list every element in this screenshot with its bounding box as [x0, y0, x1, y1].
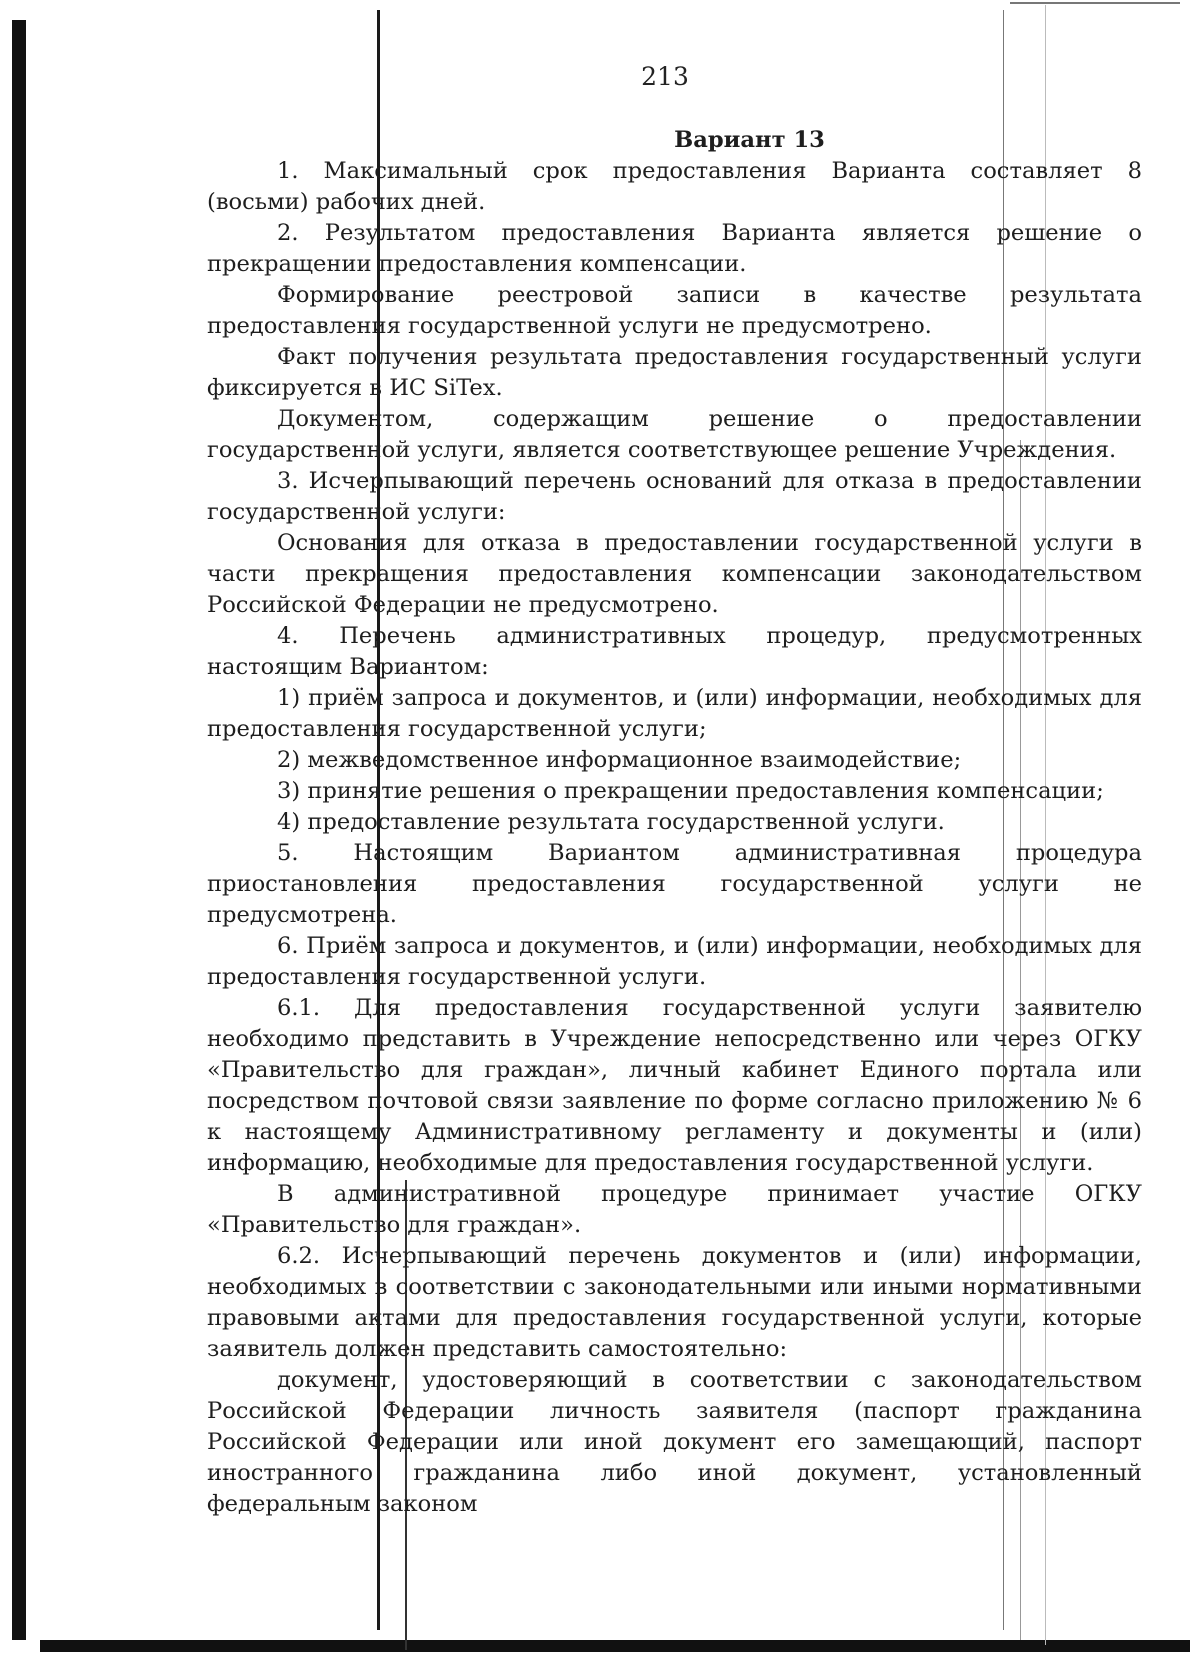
list-item: 3) принятие решения о прекращении предоставления компенсации; — [277, 778, 1104, 804]
list-item: 1) приём запроса и документов, и (или) информации, необходимых для предоставления государственной услуги; — [207, 685, 1142, 742]
paragraph: Факт получения результата предоставления государственный услуги фиксируется в ИС SiTex. — [207, 344, 1142, 401]
paragraph: 2. Результатом предоставления Варианта является решение о прекращении предоставления компенсации. — [207, 220, 1142, 277]
paragraph: 6.1. Для предоставления государственной услуги заявителю необходимо представить в Учреждение непосредственно или через ОГКУ «Правительство для граждан», личный кабинет Единого портала или посредством почтовой связи заявление по форме согласно приложению № 6 к настоящему Административному регламенту и документы и (или) информацию, необходимые для предоставления государственной услуги. — [207, 995, 1142, 1176]
paragraph: 6. Приём запроса и документов, и (или) информации, необходимых для предоставления государственной услуги. — [207, 933, 1142, 990]
paragraph: 4. Перечень административных процедур, предусмотренных настоящим Вариантом: — [207, 623, 1142, 680]
scan-edge-left — [12, 20, 26, 1640]
section-title: Вариант 13 — [674, 127, 825, 153]
page-number: 213 — [641, 62, 689, 91]
paragraph: Формирование реестровой записи в качестве результата предоставления государственной услуги не предусмотрено. — [207, 282, 1142, 339]
paragraph: 3. Исчерпывающий перечень оснований для отказа в предоставлении государственной услуги: — [207, 468, 1142, 525]
paragraph: В административной процедуре принимает участие ОГКУ «Правительство для граждан». — [207, 1181, 1142, 1238]
scan-artifact-line — [1010, 2, 1180, 4]
paragraph: 5. Настоящим Вариантом административная процедура приостановления предоставления государственной услуги не предусмотрена. — [207, 840, 1142, 928]
paragraph: 1. Максимальный срок предоставления Варианта составляет 8 (восьми) рабочих дней. — [207, 158, 1142, 215]
paragraph: Основания для отказа в предоставлении государственной услуги в части прекращения предоставления компенсации законодательством Российской Федерации не предусмотрено. — [207, 530, 1142, 618]
document-body — [207, 125, 1142, 1520]
paragraph: Документом, содержащим решение о предоставлении государственной услуги, является соответствующее решение Учреждения. — [207, 406, 1142, 463]
scan-edge-bottom — [40, 1640, 1190, 1652]
paragraph: 6.2. Исчерпывающий перечень документов и (или) информации, необходимых в соответствии с законодательными или иными нормативными правовыми актами для предоставления государственной услуги, которые заявитель должен представить самостоятельно: — [207, 1243, 1142, 1362]
list-item: 2) межведомственное информационное взаимодействие; — [277, 747, 962, 773]
paragraph: документ, удостоверяющий в соответствии с законодательством Российской Федерации личность заявителя (паспорт гражданина Российской Федерации или иной документ его замещающий, паспорт иностранного гражданина либо иной документ, установленный федеральным законом — [207, 1367, 1142, 1517]
list-item: 4) предоставление результата государственной услуги. — [277, 809, 945, 835]
